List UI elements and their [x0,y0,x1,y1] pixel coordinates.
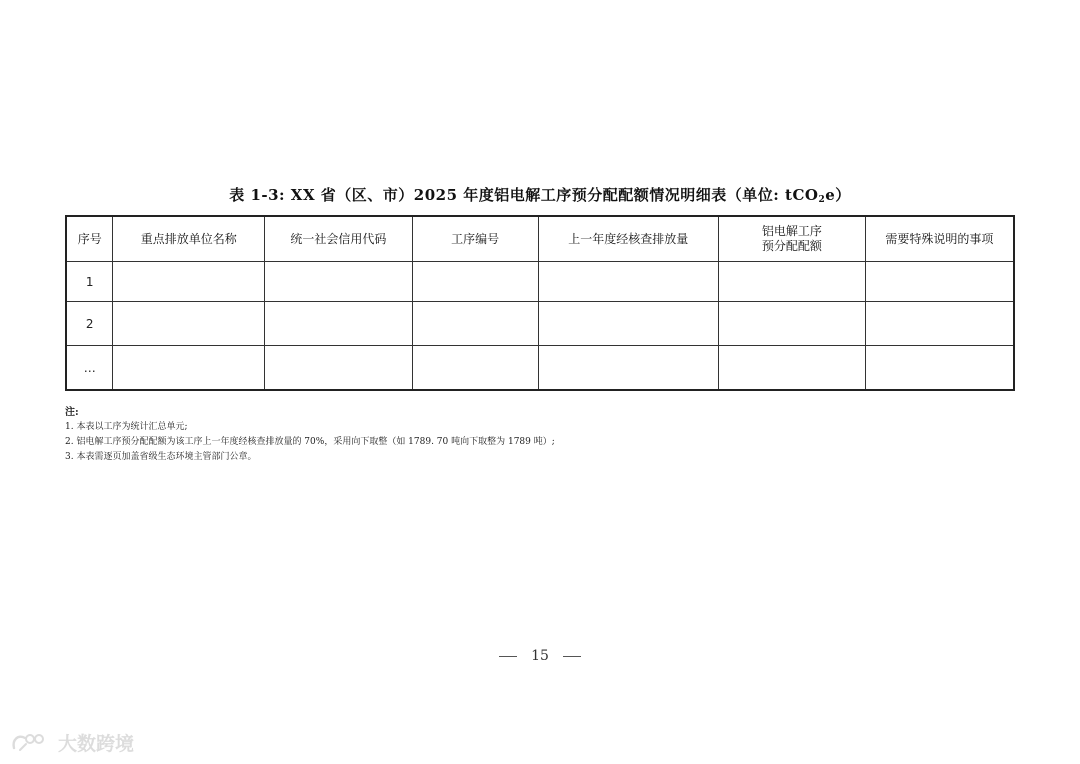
header-serial-number: 序号 [66,216,113,262]
header-process-number: 工序编号 [412,216,538,262]
cell-serial: 1 [66,262,113,302]
table-header-row [66,216,1014,262]
dash-right [563,656,581,657]
cell-unit-name [113,262,265,302]
cell-preallocated-quota [719,302,866,346]
cell-unit-name [113,302,265,346]
cell-credit-code [265,262,413,302]
table-row [66,302,1014,346]
cell-unit-name [113,346,265,391]
watermark [10,730,134,754]
table-row [66,262,1014,302]
header-verified-emissions: 上一年度经核查排放量 [538,216,719,262]
cell-process-number [412,346,538,391]
table-title-subscript: 2 [818,195,826,205]
cell-credit-code [265,346,413,391]
header-preallocated-quota: 铝电解工序 预分配配额 [719,216,866,262]
cell-verified-emissions [538,262,719,302]
note-item: 2. 铝电解工序预分配配额为该工序上一年度经核查排放量的 70%，采用向下取整（如 1789. 70 吨向下取整为 1789 吨）; [65,437,555,447]
cell-serial: 2 [66,302,113,346]
cell-special-notes [865,302,1014,346]
cell-verified-emissions [538,346,719,391]
header-special-notes: 需要特殊说明的事项 [865,216,1014,262]
page-number-value: 15 [531,648,549,664]
cell-preallocated-quota [719,262,866,302]
notes-title: 注: [65,407,79,418]
page-number [0,648,1080,664]
note-item: 3. 本表需逐页加盖省级生态环境主管部门公章。 [65,452,257,462]
cell-preallocated-quota [719,346,866,391]
table-title-suffix: e） [825,186,851,204]
cell-credit-code [265,302,413,346]
notes-section [65,405,1015,465]
note-item: 1. 本表以工序为统计汇总单元; [65,422,188,432]
table-title-main: 表 1-3: XX 省（区、市）2025 年度铝电解工序预分配配额情况明细表（单位: tCO [229,186,819,204]
watermark-logo-icon [10,731,54,753]
cell-special-notes [865,262,1014,302]
cell-special-notes [865,346,1014,391]
table-row [66,346,1014,391]
table-title [0,184,1080,205]
dash-left [499,656,517,657]
header-credit-code: 统一社会信用代码 [265,216,413,262]
cell-process-number [412,302,538,346]
cell-serial: … [66,346,113,391]
header-unit-name: 重点排放单位名称 [113,216,265,262]
quota-detail-table [65,215,1015,391]
cell-verified-emissions [538,302,719,346]
cell-process-number [412,262,538,302]
watermark-text: 大数跨境 [58,732,135,755]
